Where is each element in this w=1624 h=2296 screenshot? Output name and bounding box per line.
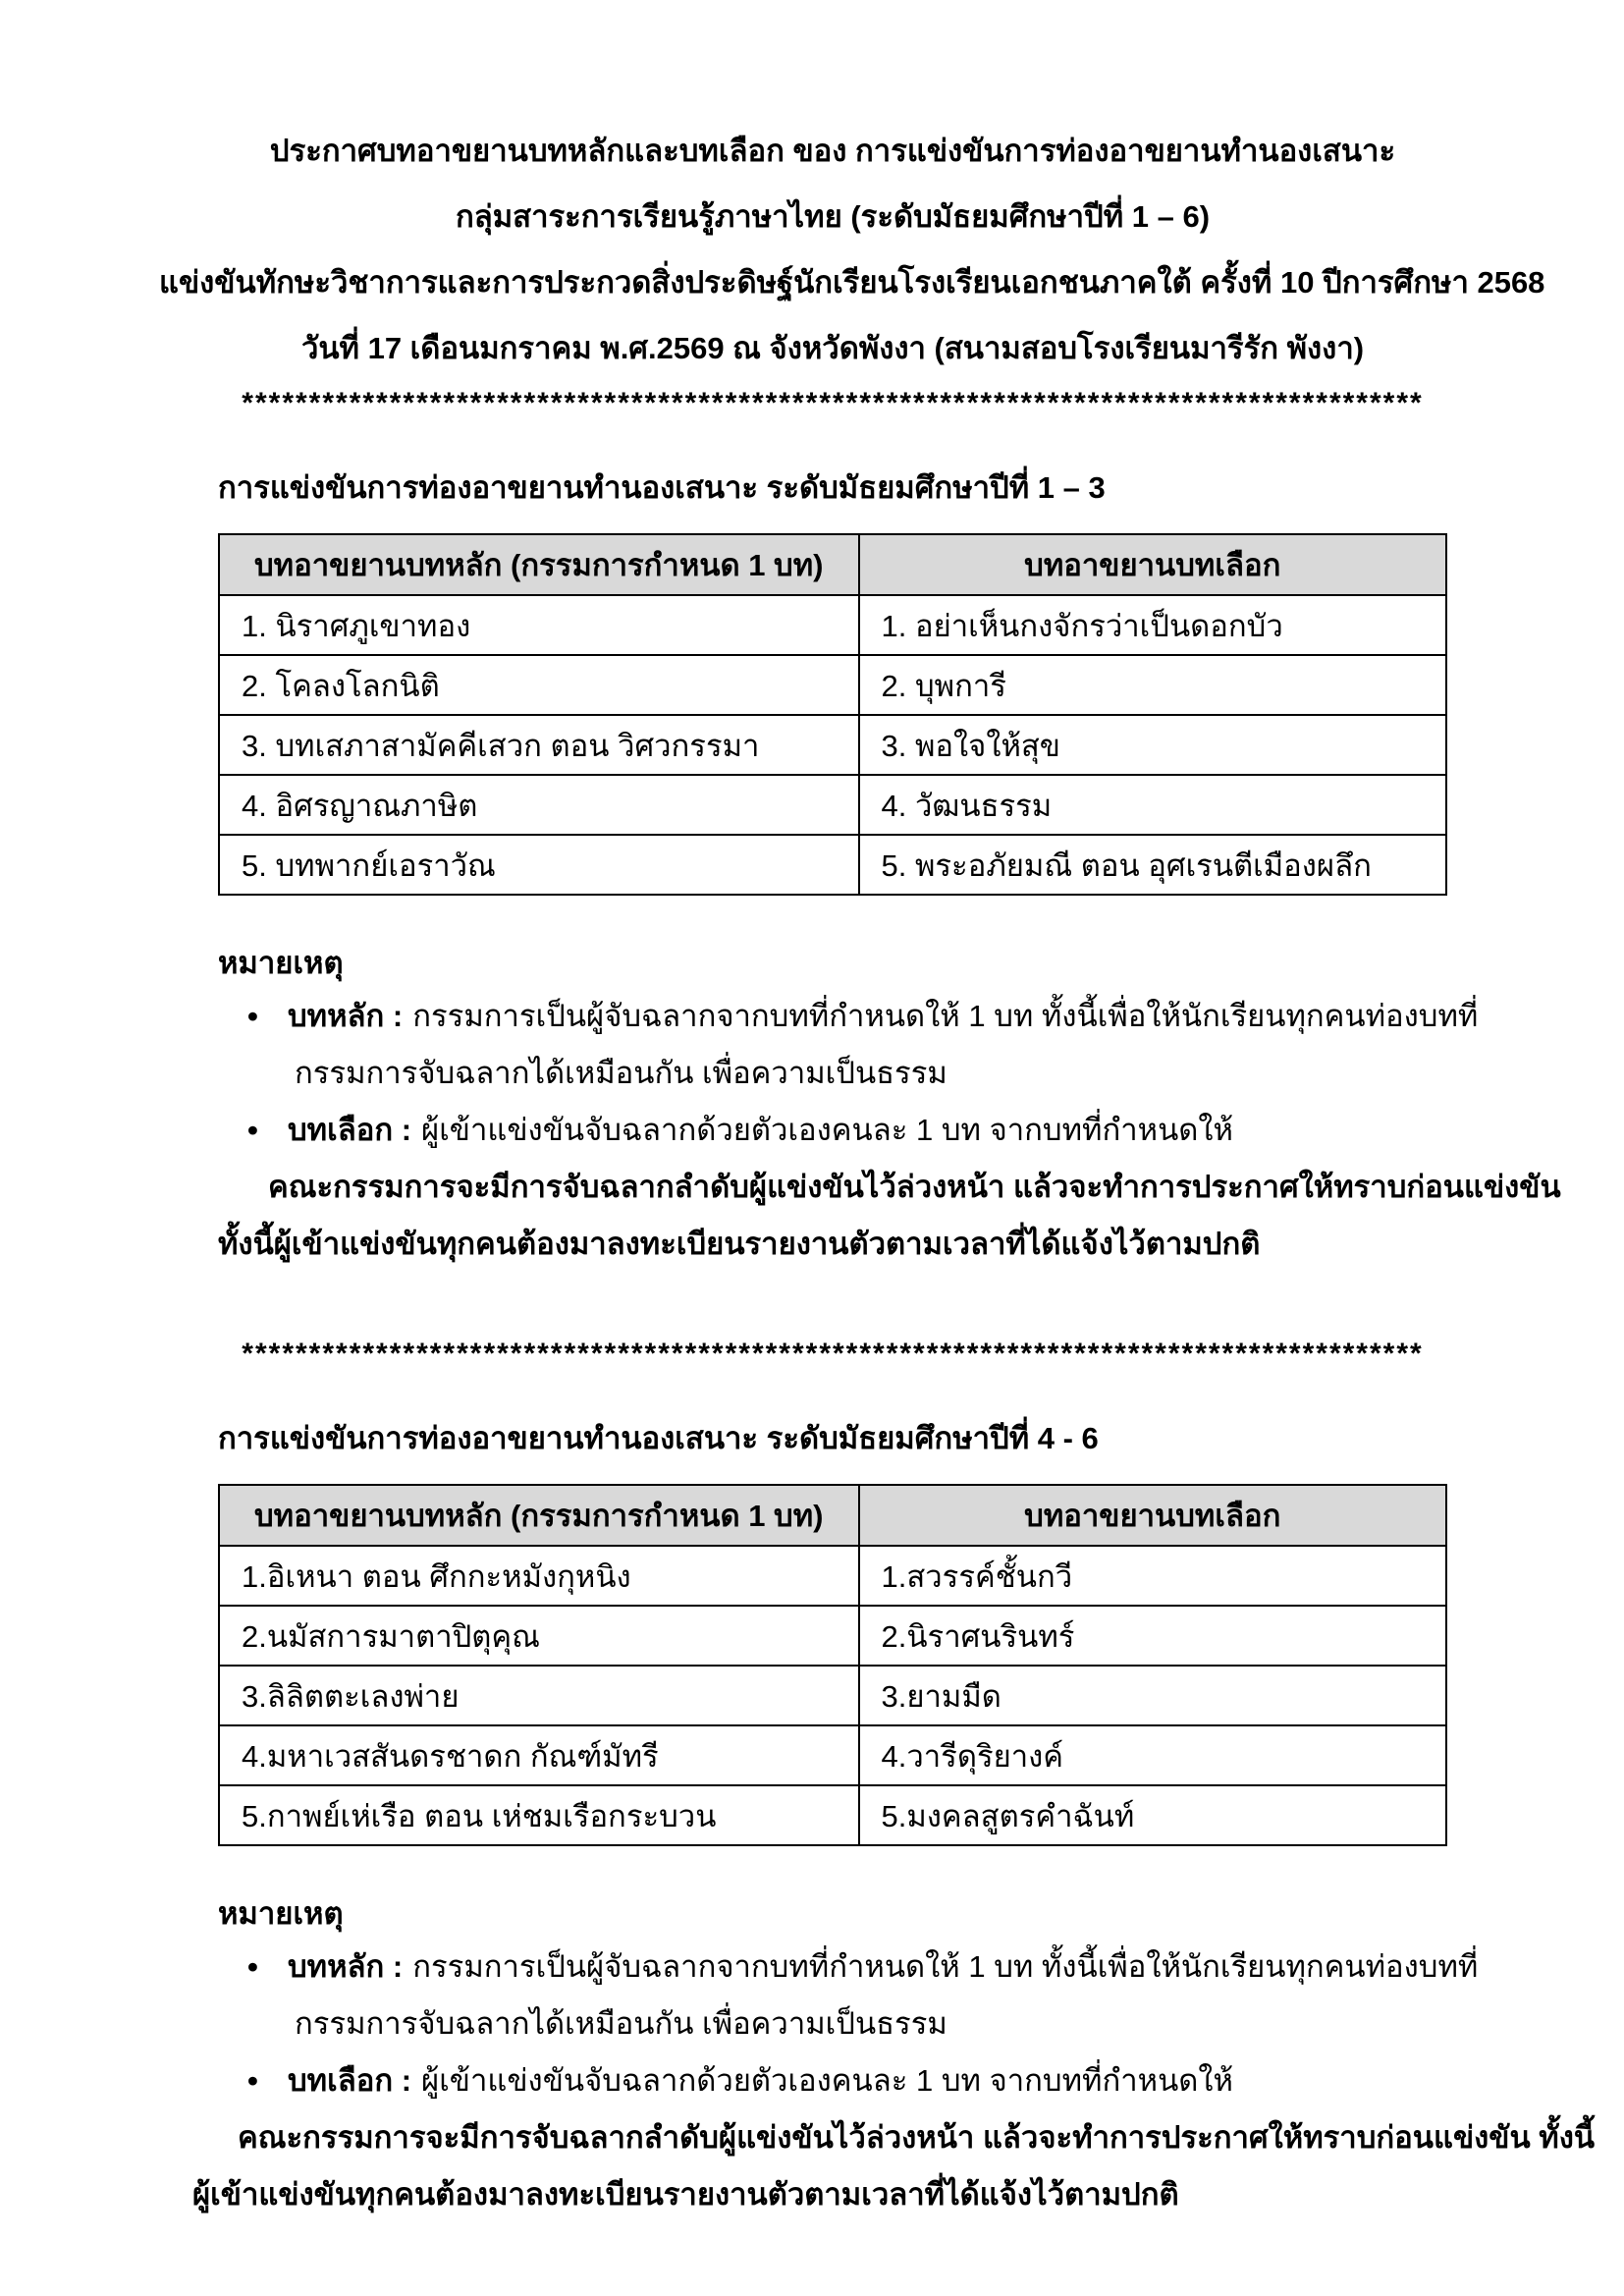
table-cell-choice: 1.สวรรค์ชั้นกวี <box>859 1546 1447 1606</box>
section-1-heading: การแข่งขันการท่องอาขยานทำนองเสนาะ ระดับมัธยมศึกษาปีที่ 1 – 3 <box>218 470 1106 505</box>
table-header-row <box>219 534 1446 595</box>
table-cell-main: 2.นมัสการมาตาปิตุคุณ <box>219 1606 859 1666</box>
note-term-choice: บทเลือก : <box>288 2063 412 2098</box>
table-row <box>219 835 1446 895</box>
table-row <box>219 715 1446 775</box>
note-term-choice: บทเลือก : <box>288 1113 412 1147</box>
table-cell-main: 1. นิราศภูเขาทอง <box>219 595 859 655</box>
table-row <box>219 1666 1446 1725</box>
table-row <box>219 655 1446 715</box>
note-bullet-choice <box>218 2052 1447 2109</box>
note-bullet-text <box>288 988 1478 1045</box>
table-cell-choice: 5.มงคลสูตรคำฉันท์ <box>859 1785 1447 1845</box>
section-1-table-head <box>219 534 1446 595</box>
closing-paragraph-line-2: ผู้เข้าแข่งขันทุกคนต้องมาลงทะเบียนรายงานตัวตามเวลาที่ได้แจ้งไว้ตามปกติ <box>192 2177 1179 2212</box>
bullet-icon: • <box>247 1949 258 1984</box>
table-cell-main: 4.มหาเวสสันดรชาดก กัณฑ์มัทรี <box>219 1725 859 1785</box>
table-cell-choice: 3. พอใจให้สุข <box>859 715 1447 775</box>
asterisk-divider-middle: **************************************************************************************** <box>242 1338 1424 1370</box>
table-cell-choice: 3.ยามมืด <box>859 1666 1447 1725</box>
section-1-table <box>218 533 1447 896</box>
note-body-main: กรรมการเป็นผู้จับฉลากจากบทที่กำหนดให้ 1 บท ทั้งนี้เพื่อให้นักเรียนทุกคนท่องบทที่ <box>412 1949 1479 1984</box>
section-2-table <box>218 1484 1447 1846</box>
bullet-icon: • <box>247 1113 258 1147</box>
note-bullet-text <box>288 2052 1233 2109</box>
table-cell-choice: 5. พระอภัยมณี ตอน อุศเรนตีเมืองผลึก <box>859 835 1447 895</box>
notes-label: หมายเหตุ <box>218 1896 344 1931</box>
note-term-main: บทหลัก : <box>288 999 404 1033</box>
table-cell-main: 2. โคลงโลกนิติ <box>219 655 859 715</box>
table-cell-choice: 1. อย่าเห็นกงจักรว่าเป็นดอกบัว <box>859 595 1447 655</box>
table-cell-main: 1.อิเหนา ตอน ศึกกะหมังกุหนิง <box>219 1546 859 1606</box>
table-cell-choice: 2.นิราศนรินทร์ <box>859 1606 1447 1666</box>
table-header-choice-column: บทอาขยานบทเลือก <box>859 1485 1447 1546</box>
document-title-line-4: วันที่ 17 เดือนมกราคม พ.ศ.2569 ณ จังหวัดพังงา (สนามสอบโรงเรียนมารีรัก พังงา) <box>300 331 1365 365</box>
table-header-main-column: บทอาขยานบทหลัก (กรรมการกำหนด 1 บท) <box>219 1485 859 1546</box>
table-cell-main: 4. อิศรญาณภาษิต <box>219 775 859 835</box>
asterisk-divider-top: **************************************************************************************** <box>242 387 1424 419</box>
closing-paragraph-line-1: คณะกรรมการจะมีการจับฉลากลำดับผู้แข่งขันไว้ล่วงหน้า แล้วจะทำการประกาศให้ทราบก่อนแข่งขัน ทั้งนี้ <box>238 2120 1596 2155</box>
note-bullet-main-continuation: กรรมการจับฉลากได้เหมือนกัน เพื่อความเป็นธรรม <box>295 2006 947 2041</box>
table-cell-main: 3.ลิลิตตะเลงพ่าย <box>219 1666 859 1725</box>
table-row <box>219 1606 1446 1666</box>
table-header-row <box>219 1485 1446 1546</box>
note-body-choice: ผู้เข้าแข่งขันจับฉลากด้วยตัวเองคนละ 1 บท จากบทที่กำหนดให้ <box>421 1113 1233 1147</box>
section-1-notes <box>218 939 1561 1273</box>
table-row <box>219 1546 1446 1606</box>
note-body-main: กรรมการเป็นผู้จับฉลากจากบทที่กำหนดให้ 1 บท ทั้งนี้เพื่อให้นักเรียนทุกคนท่องบทที่ <box>412 999 1479 1033</box>
table-header-main-column: บทอาขยานบทหลัก (กรรมการกำหนด 1 บท) <box>219 534 859 595</box>
table-header-choice-column: บทอาขยานบทเลือก <box>859 534 1447 595</box>
section-1-table-body <box>219 595 1446 895</box>
document-header <box>159 118 1545 381</box>
document-title-line-2: กลุ่มสาระการเรียนรู้ภาษาไทย (ระดับมัธยมศึกษาปีที่ 1 – 6) <box>455 199 1211 234</box>
table-cell-choice: 4. วัฒนธรรม <box>859 775 1447 835</box>
table-row <box>219 775 1446 835</box>
note-bullet-text <box>288 1939 1478 1995</box>
table-cell-main: 3. บทเสภาสามัคคีเสวก ตอน วิศวกรรมา <box>219 715 859 775</box>
table-cell-choice: 4.วารีดุริยางค์ <box>859 1725 1447 1785</box>
note-bullet-text <box>288 1102 1233 1159</box>
section-2-heading: การแข่งขันการท่องอาขยานทำนองเสนาะ ระดับมัธยมศึกษาปีที่ 4 - 6 <box>218 1421 1099 1455</box>
document-title-line-3: แข่งขันทักษะวิชาการและการประกวดสิ่งประดิษฐ์นักเรียนโรงเรียนเอกชนภาคใต้ ครั้งที่ 10 ปีการศึกษา 2568 <box>159 265 1545 300</box>
note-body-choice: ผู้เข้าแข่งขันจับฉลากด้วยตัวเองคนละ 1 บท จากบทที่กำหนดให้ <box>421 2063 1233 2098</box>
note-bullet-main <box>218 988 1479 1045</box>
note-term-main: บทหลัก : <box>288 1949 404 1984</box>
notes-label: หมายเหตุ <box>218 946 344 980</box>
bullet-icon: • <box>247 2063 258 2098</box>
document-title-line-1: ประกาศบทอาขยานบทหลักและบทเลือก ของ การแข่งขันการท่องอาขยานทำนองเสนาะ <box>269 134 1396 168</box>
section-2-table-head <box>219 1485 1446 1546</box>
table-row <box>219 1725 1446 1785</box>
bullet-icon: • <box>247 999 258 1033</box>
closing-paragraph-line-1: คณะกรรมการจะมีการจับฉลากลำดับผู้แข่งขันไว้ล่วงหน้า แล้วจะทำการประกาศให้ทราบก่อนแข่งขัน <box>268 1170 1561 1204</box>
table-cell-main: 5. บทพากย์เอราวัณ <box>219 835 859 895</box>
closing-paragraph-line-2: ทั้งนี้ผู้เข้าแข่งขันทุกคนต้องมาลงทะเบียนรายงานตัวตามเวลาที่ได้แจ้งไว้ตามปกติ <box>218 1227 1261 1261</box>
note-bullet-main <box>218 1939 1479 1995</box>
table-row <box>219 1785 1446 1845</box>
table-row <box>219 595 1446 655</box>
section-2-table-body <box>219 1546 1446 1845</box>
section-2-notes <box>192 1889 1596 2223</box>
table-cell-main: 5.กาพย์เห่เรือ ตอน เห่ชมเรือกระบวน <box>219 1785 859 1845</box>
table-cell-choice: 2. บุพการี <box>859 655 1447 715</box>
note-bullet-main-continuation: กรรมการจับฉลากได้เหมือนกัน เพื่อความเป็นธรรม <box>295 1056 947 1090</box>
note-bullet-choice <box>218 1102 1447 1159</box>
